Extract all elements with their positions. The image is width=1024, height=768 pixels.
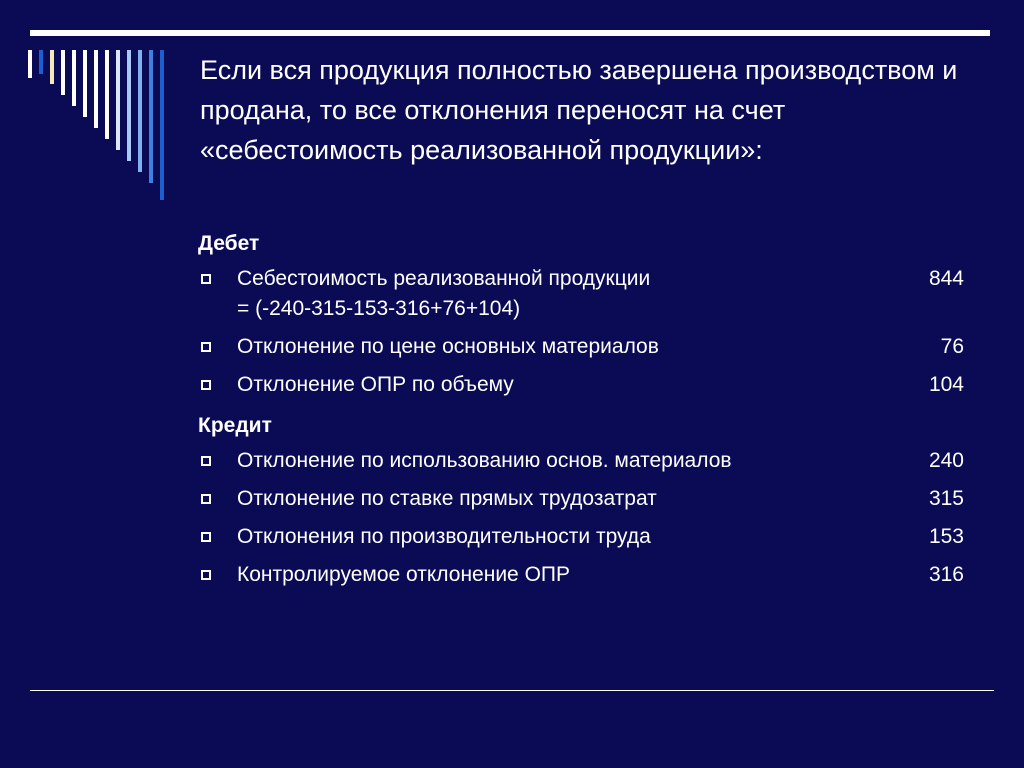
- debit-item-formula: = (-240-315-153-316+76+104): [237, 297, 521, 320]
- debit-item: [198, 332, 978, 362]
- stripe: [94, 50, 98, 128]
- stripe: [116, 50, 120, 150]
- square-bullet-icon: [201, 456, 211, 466]
- stripe: [39, 50, 43, 74]
- credit-item-amount: 240: [928, 449, 964, 472]
- square-bullet-icon: [201, 494, 211, 504]
- decorative-stripes: [0, 0, 180, 220]
- credit-item: [198, 522, 978, 552]
- debit-item-label: Отклонение по цене основных материалов: [237, 335, 659, 358]
- slide-content: [198, 226, 978, 598]
- credit-item: [198, 446, 978, 476]
- credit-item-amount: 316: [928, 563, 964, 586]
- stripe: [50, 50, 54, 84]
- debit-item-label: Себестоимость реализованной продукции: [237, 267, 651, 290]
- stripe: [138, 50, 142, 172]
- credit-heading: Кредит: [198, 414, 272, 437]
- slide-title: Если вся продукция полностью завершена производством и продана, то все отклонения переносят на счет «себестоимость реализованной продукции»:: [200, 55, 958, 165]
- stripe: [105, 50, 109, 139]
- debit-item-amount: 76: [940, 335, 964, 358]
- credit-item-amount: 315: [928, 487, 964, 510]
- credit-item-label: Отклонение по использованию основ. материалов: [237, 449, 732, 472]
- debit-heading: Дебет: [198, 232, 260, 255]
- credit-item-label: Контролируемое отклонение ОПР: [237, 563, 571, 586]
- square-bullet-icon: [201, 274, 211, 284]
- square-bullet-icon: [201, 380, 211, 390]
- stripe: [61, 50, 65, 95]
- debit-item: [198, 370, 978, 400]
- debit-item: [198, 264, 978, 324]
- credit-item: [198, 560, 978, 590]
- square-bullet-icon: [201, 570, 211, 580]
- bottom-rule: [30, 690, 994, 691]
- credit-item-label: Отклонения по производительности труда: [237, 525, 651, 548]
- stripe: [28, 50, 32, 78]
- stripe: [160, 50, 164, 200]
- debit-item-amount: 104: [928, 373, 964, 396]
- stripe: [149, 50, 153, 183]
- credit-item-amount: 153: [928, 525, 964, 548]
- stripe: [127, 50, 131, 161]
- square-bullet-icon: [201, 342, 211, 352]
- debit-item-amount: 844: [928, 267, 964, 290]
- stripe: [83, 50, 87, 117]
- debit-item-label: Отклонение ОПР по объему: [237, 373, 514, 396]
- square-bullet-icon: [201, 532, 211, 542]
- credit-item: [198, 484, 978, 514]
- stripe: [72, 50, 76, 106]
- credit-item-label: Отклонение по ставке прямых трудозатрат: [237, 487, 657, 510]
